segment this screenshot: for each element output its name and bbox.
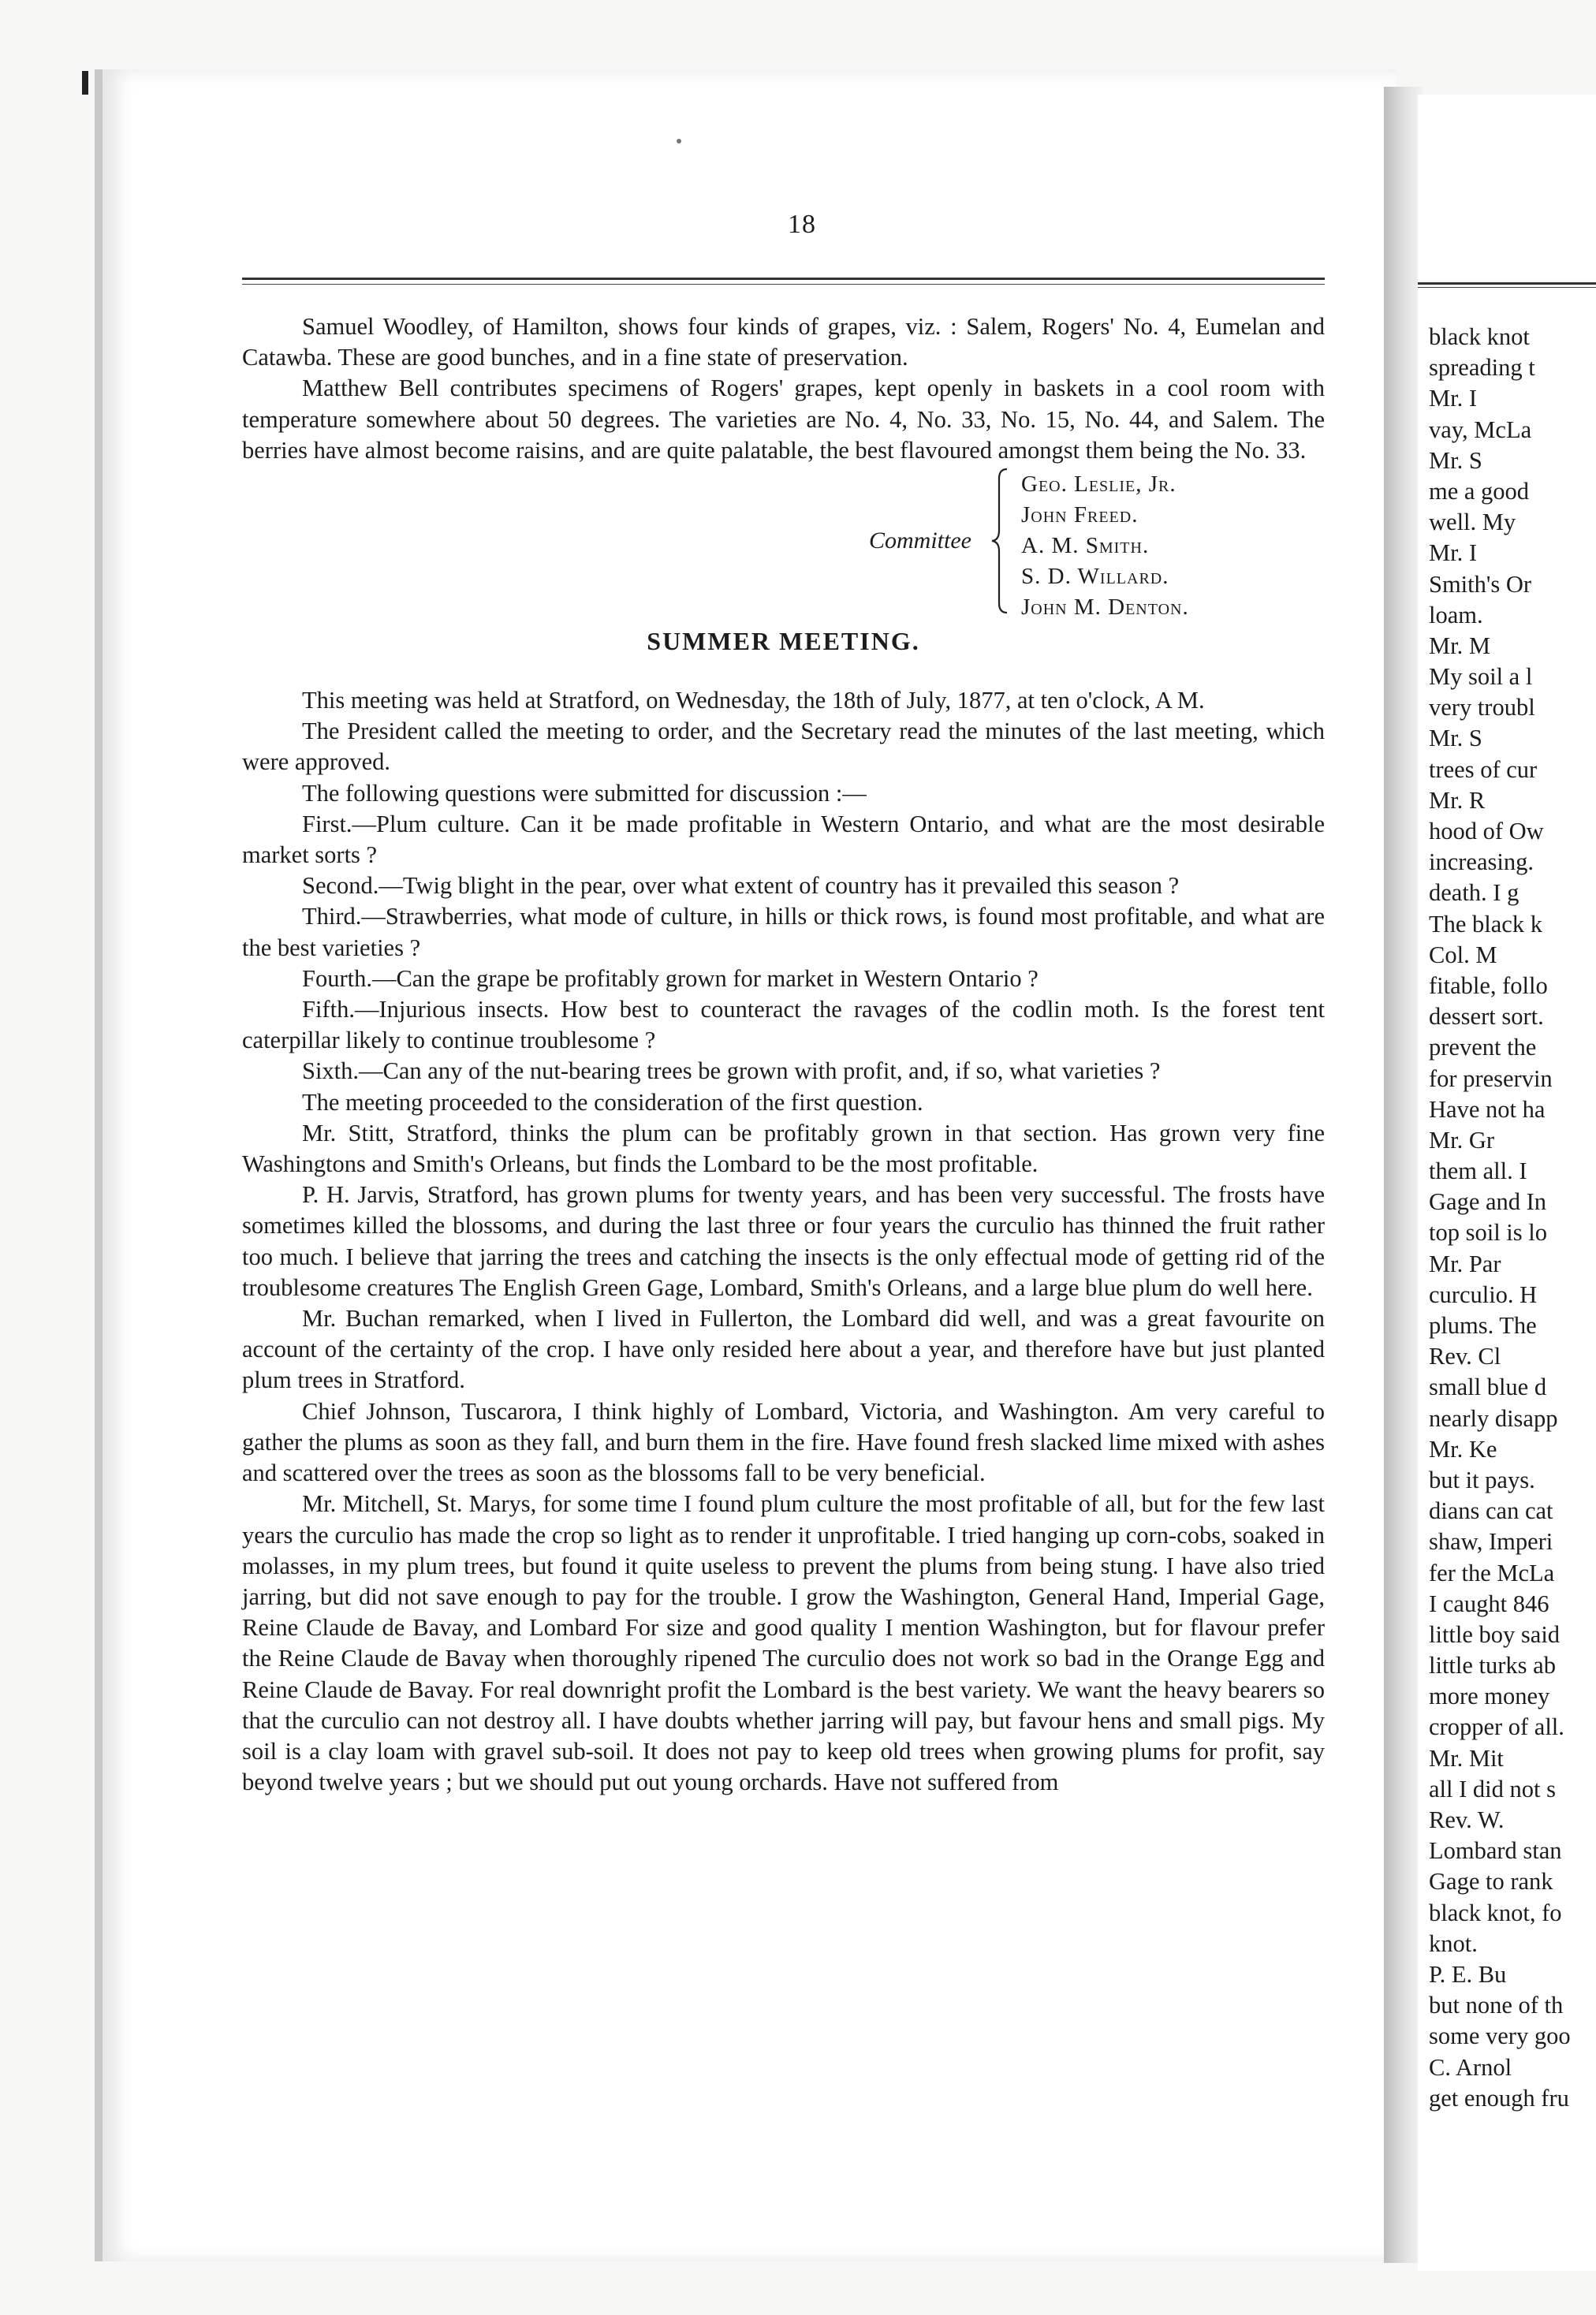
right-page-text [1429, 322, 1596, 2114]
right-page-line: but it pays. [1429, 1466, 1535, 1493]
right-page-line: C. Arnol [1429, 2053, 1512, 2081]
right-page-line: fer the McLa [1429, 1559, 1555, 1586]
question-fourth: Fourth.—Can the grape be profitably grown for market in Western Ontario ? [302, 964, 1039, 992]
right-page-line: top soil is lo [1429, 1219, 1547, 1247]
paragraph: Chief Johnson, Tuscarora, I think highly of Lombard, Victoria, and Washington. Am very careful to gather the plums as soon as they fall, and burn them in the fire. Have found fresh slacked lime mixed with ashes and scattered over the trees as soon as the blossoms fall to be very beneficial. [242, 1397, 1325, 1487]
right-page-line: Smith's Or [1429, 570, 1532, 598]
right-page-line: Lombard stan [1429, 1837, 1562, 1865]
right-page-line: little turks ab [1429, 1652, 1556, 1679]
question-first: First.—Plum culture. Can it be made profitable in Western Ontario, and what are the most desirable market sorts ? [242, 810, 1325, 869]
paragraph: This meeting was held at Stratford, on Wednesday, the 18th of July, 1877, at ten o'clock, A M. [302, 687, 1205, 714]
right-page-line: dessert sort. [1429, 1003, 1544, 1031]
right-page-line: death. I g [1429, 879, 1520, 907]
right-header-rule-thin [1418, 287, 1596, 288]
right-page-line: little boy said [1429, 1620, 1561, 1648]
right-page-line: me a good [1429, 477, 1530, 505]
paragraph: Mr. Stitt, Stratford, thinks the plum can be profitably grown in that section. Has grown very fine Washingtons and Smith's Orleans, but finds the Lombard to be the most profitable. [242, 1119, 1325, 1178]
committee-member: S. D. Willard. [1021, 564, 1169, 590]
right-page-line: loam. [1429, 601, 1483, 628]
page-number: 18 [788, 210, 816, 239]
scan-edge-mark [82, 71, 88, 95]
right-page-line: vay, McLa [1429, 416, 1532, 443]
paragraph: Mr. Mitchell, St. Marys, for some time I found plum culture the most profitable of all, but for the few last years the curculio has made the crop so light as to render it unprofitable. I tried hanging up corn-cobs, soaked in molasses, in my plum trees, but found it quite useless to prevent the plums from being stung. I have also tried jarring, but did not save enough to pay for the trouble. I grow the Washington, General Hand, Imperial Gage, Reine Claude de Bavay, and Lombard For size and good quality I mention Washington, but for flavour prefer the Reine Claude de Bavay when thoroughly ripened The curculio does not work so bad in the Orange Egg and Reine Claude de Bavay. For real downright profit the Lombard is the best variety. We want the heavy bearers so that the curculio can not destroy all. I have doubts whether jarring will pay, but favour hens and small pigs. My soil is a clay loam with gravel sub-soil. It does not pay to keep old trees when growing plums for profit, say beyond twelve years ; but we should put out young orchards. Have not suffered from [242, 1490, 1325, 1796]
right-page-line: well. My [1429, 509, 1516, 536]
right-page-line: black knot [1429, 323, 1530, 350]
committee-member: Geo. Leslie, Jr. [1021, 472, 1176, 498]
question-second: Second.—Twig blight in the pear, over what extent of country has it prevailed this season ? [302, 872, 1180, 900]
right-page-line: The black k [1429, 910, 1542, 938]
header-rule [242, 278, 1325, 280]
right-page-line: but none of th [1429, 1992, 1564, 2019]
right-page-line: all I did not s [1429, 1775, 1556, 1802]
right-page-line: Rev. Cl [1429, 1343, 1501, 1370]
right-page-line: P. E. Bu [1429, 1960, 1507, 1988]
question-sixth: Sixth.—Can any of the nut-bearing trees be grown with profit, and, if so, what varieties ? [302, 1057, 1161, 1085]
section-title: SUMMER MEETING. [647, 627, 920, 656]
right-page-line: Rev. W. [1429, 1806, 1505, 1833]
committee-member: John Freed. [1021, 502, 1139, 528]
scan-speck [677, 139, 681, 144]
right-page-line: them all. I [1429, 1158, 1527, 1185]
right-page-line: knot. [1429, 1929, 1478, 1957]
question-fifth: Fifth.—Injurious insects. How best to counteract the ravages of the codlin moth. Is the forest tent caterpillar likely to continue troublesome ? [242, 996, 1325, 1054]
paragraph: Matthew Bell contributes specimens of Rogers' grapes, kept openly in baskets in a cool room with temperature somewhere about 50 degrees. The varieties are No. 4, No. 33, No. 15, No. 44, and Salem. The berries have almost become raisins, and are quite palatable, the best flavoured amongst them being the No. 33. [242, 375, 1325, 464]
right-page-line: My soil a l [1429, 663, 1533, 691]
committee-brace [990, 468, 1010, 614]
paragraph: The meeting proceeded to the consideration of the first question. [302, 1088, 923, 1116]
committee-label: Committee [869, 527, 971, 554]
right-page-line: Mr. I [1429, 385, 1477, 412]
right-page-line: for preservin [1429, 1064, 1553, 1092]
right-page-line: trees of cur [1429, 755, 1538, 783]
right-page-line: increasing. [1429, 848, 1534, 876]
right-page-line: cropper of all. [1429, 1713, 1564, 1741]
right-page-line: black knot, fo [1429, 1899, 1562, 1926]
right-page-line: Mr. Gr [1429, 1126, 1495, 1154]
right-page-line: dians can cat [1429, 1497, 1553, 1525]
committee-member: A. M. Smith. [1021, 533, 1150, 559]
right-page-line: Mr. Mit [1429, 1744, 1504, 1772]
right-page-line: get enough fru [1429, 2084, 1569, 2112]
right-page-line: shaw, Imperi [1429, 1528, 1553, 1556]
right-page-line: Mr. S [1429, 446, 1482, 474]
right-page-line: curculio. H [1429, 1281, 1538, 1308]
right-page-line: Mr. S [1429, 725, 1482, 752]
right-page-line: prevent the [1429, 1034, 1537, 1061]
right-page-line: Mr. R [1429, 786, 1486, 814]
right-page-line: Mr. Par [1429, 1250, 1501, 1277]
committee-block [242, 466, 1325, 624]
right-header-rule [1418, 282, 1596, 285]
question-third: Third.—Strawberries, what mode of culture, in hills or thick rows, is found most profitable, and what are the best varieties ? [242, 903, 1325, 961]
right-page-line: small blue d [1429, 1374, 1547, 1401]
paragraph: Mr. Buchan remarked, when I lived in Fullerton, the Lombard did well, and was a great favourite on account of the certainty of the crop. I have only resided here about a year, and therefore have but just planted plum trees in Stratford. [242, 1305, 1325, 1394]
right-page-line: nearly disapp [1429, 1404, 1558, 1432]
right-page-line: Mr. Ke [1429, 1435, 1497, 1463]
paragraph: P. H. Jarvis, Stratford, has grown plums for twenty years, and has been very successful. The frosts have sometimes killed the blossoms, and during the last three or four years the curculio has thinned the fruit rather too much. I believe that jarring the trees and catching the insects is the only effectual mode of getting rid of the troublesome creatures The English Green Gage, Lombard, Smith's Orleans, and a large blue plum do well here. [242, 1181, 1325, 1301]
paragraph: Samuel Woodley, of Hamilton, shows four kinds of grapes, viz. : Salem, Rogers' No. 4, Eumelan and Catawba. These are good bunches, and in a fine state of preservation. [242, 313, 1325, 371]
right-page-line: very troubl [1429, 694, 1535, 721]
right-page-line: fitable, follo [1429, 971, 1548, 999]
header-rule-thin [242, 284, 1325, 285]
right-page-line: Gage and In [1429, 1188, 1547, 1216]
right-page-line: spreading t [1429, 354, 1535, 382]
right-page-line: hood of Ow [1429, 818, 1544, 844]
right-page-line: more money [1429, 1683, 1550, 1710]
paragraph: The President called the meeting to order, and the Secretary read the minutes of the last meeting, which were approved. [242, 718, 1325, 776]
paragraph: The following questions were submitted for discussion :— [302, 779, 867, 807]
right-page-line: I caught 846 [1429, 1590, 1549, 1617]
left-page-body [242, 311, 1325, 1798]
right-page-line: Gage to rank [1429, 1868, 1553, 1896]
right-page-line: Mr. I [1429, 539, 1477, 567]
right-page-line: Mr. M [1429, 632, 1490, 659]
right-page-line: Col. M [1429, 941, 1497, 968]
right-page-line: plums. The [1429, 1312, 1537, 1339]
committee-member: John M. Denton. [1021, 595, 1189, 621]
committee-members [1021, 469, 1189, 623]
right-page-line: Have not ha [1429, 1095, 1546, 1123]
right-page-line: some very goo [1429, 2022, 1571, 2050]
right-page [1418, 95, 1596, 2271]
